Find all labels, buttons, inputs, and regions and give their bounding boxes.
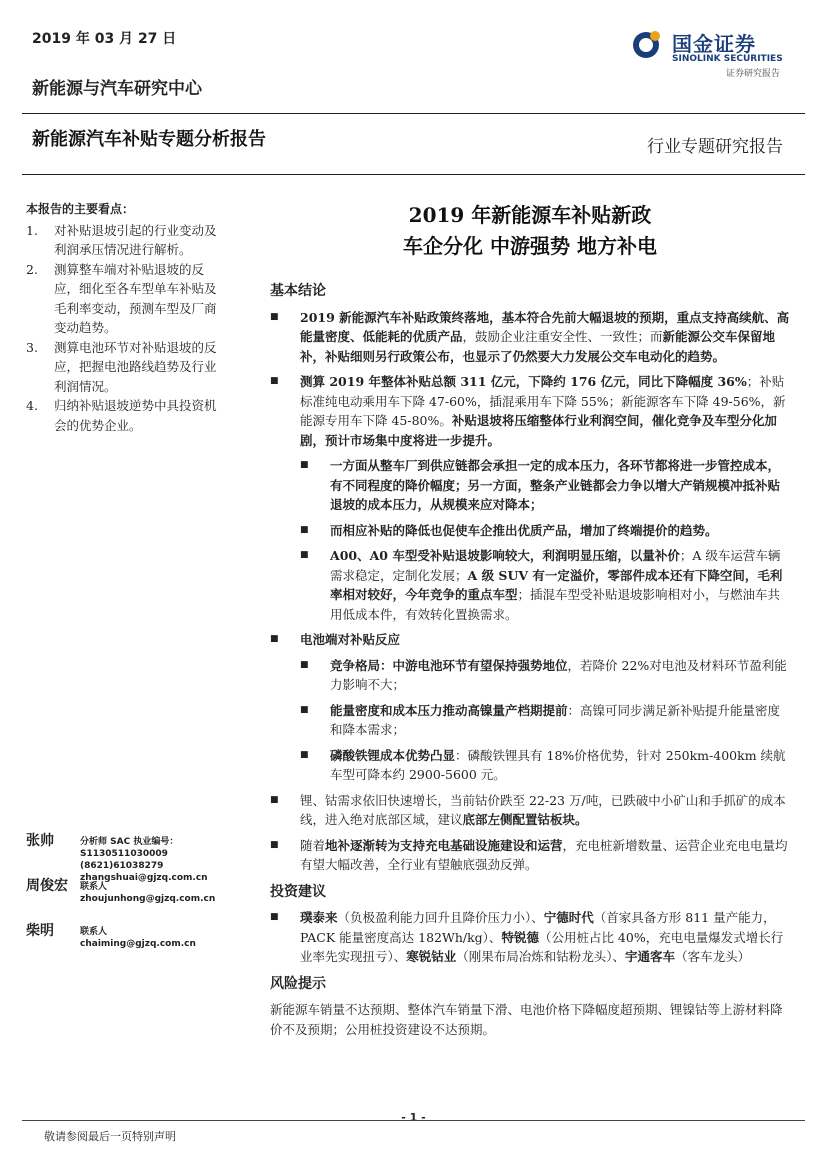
analyst-email[interactable]: zhoujunhong@gjzq.com.cn: [80, 894, 216, 904]
bullet-text: ；补贴标准纯电动乘用车下降 47-60%，插混乘用车下降 55%；新能源客车下降 49-56%，新能源专用车下降 45-80%。: [300, 374, 786, 428]
analyst-role: 联系人: [80, 882, 108, 892]
bullet-text: （负极盈利能力回升且降价压力小）、: [337, 910, 544, 925]
bullet-item: [270, 372, 790, 450]
bullet-text: （客车龙头）: [675, 949, 751, 964]
section-heading-conclusions: 基本结论: [270, 283, 326, 299]
headline-line-1: 2019 年新能源车补贴新政: [408, 203, 652, 227]
bullet-text: ；插混车型受补贴退坡影响相对小，与燃油车共用低成本件，有效转化置换需求。: [330, 587, 781, 622]
key-point-text: 测算整车端对补贴退坡的反应，细化至各车型单车补贴及毛利率变动，预测车型及厂商变动趋势。: [54, 261, 217, 335]
key-point-text: 归纳补贴退坡逆势中具投资机会的优势企业。: [54, 398, 217, 433]
key-point-text: 测算电池环节对补贴退坡的反应，把握电池路线趋势及行业利润情况。: [54, 339, 217, 394]
key-point-item: [26, 396, 226, 435]
bullet-bold-text: 新能源公交车保留地补，补贴细则另行政策公布，也显示了仍然要大力发展公交车电动化的趋势。: [300, 329, 776, 364]
key-points-sidebar: [26, 200, 226, 435]
sub-bullet-item: [300, 746, 790, 785]
bullet-text: ；A 级车运营车辆需求稳定，定制化发展；: [330, 548, 781, 583]
square-bullet-icon: ■: [300, 749, 309, 760]
bullet-text: 锂、钴需求依旧快速增长，当前钴价跌至 22-23 万/吨，已跌破中小矿山和手抓矿的成本线，进入绝对底部区域，建议: [300, 792, 786, 827]
bullet-item: [270, 908, 790, 967]
bullet-bold-text: 磷酸铁锂成本优势凸显: [330, 747, 456, 763]
bullet-bold-text: 能量密度和成本压力推动高镍量产档期提前: [330, 702, 568, 718]
logo-text-en: SINOLINK SECURITIES: [672, 54, 783, 64]
square-bullet-icon: ■: [300, 704, 309, 715]
analyst-card: [26, 875, 236, 919]
bullet-text: （公用桩占比 40%，充电电量爆发式增长行业率先实现扭亏）、: [300, 929, 784, 964]
sub-bullet-item: [300, 521, 790, 541]
stock-name: 宁德时代: [543, 910, 594, 925]
square-bullet-icon: ■: [270, 311, 279, 322]
sub-bullet-item: [300, 701, 790, 740]
bullet-bold-text: 竞争格局：中游电池环节有望保持强势地位: [330, 657, 568, 673]
square-bullet-icon: ■: [270, 912, 279, 922]
bullet-item: [270, 791, 790, 830]
headline: [270, 200, 790, 262]
bullet-bold-text: 地补逐渐转为支持充电基础设施建设和运营: [325, 837, 563, 853]
logo-subtitle: 证券研究报告: [726, 69, 781, 79]
stock-name: 宇通客车: [625, 949, 676, 964]
analyst-card: [26, 830, 236, 883]
report-date: 2019 年 03 月 27 日: [32, 31, 177, 47]
square-bullet-icon: ■: [270, 376, 279, 386]
title-divider: [22, 174, 805, 175]
square-bullet-icon: ■: [300, 550, 309, 560]
key-point-item: [26, 338, 226, 397]
bullet-item: [270, 836, 790, 875]
analyst-list: [26, 830, 236, 965]
main-content: [270, 200, 790, 1039]
bullet-bold-text: 2019 新能源汽车补贴政策终落地，基本符合先前大幅退坡的预期，重点支持高续航、高能量密度、低能耗的优质产品: [300, 309, 790, 344]
section-heading-investment: 投资建议: [270, 883, 326, 900]
analyst-email[interactable]: zhangshuai@gjzq.com.cn: [80, 873, 208, 883]
bullet-text: ：高镍可同步满足新补贴提升能量密度和降本需求；: [330, 702, 781, 737]
logo-text-cn: 国金证券: [672, 32, 756, 56]
analyst-role: 联系人: [80, 927, 108, 937]
stock-name: 璞泰来: [300, 910, 338, 925]
bullet-bold-text: 补贴退坡将压缩整体行业利润空间，催化竞争及车型分化加剧，预计市场集中度将进一步提升。: [300, 413, 777, 448]
key-points-heading: 本报告的主要看点：: [26, 202, 135, 216]
bullet-text: （首家具备方形 811 量产能力，PACK 能量密度高达 182Wh/kg）、: [300, 910, 776, 945]
bullet-bold-text: 一方面从整车厂到供应链都会承担一定的成本压力，各环节都将进一步管控成本，有不同程度的降价幅度；另一方面，整条产业链都会力争以增大产销规模冲抵补贴退坡的成本压力，从规模来应对降本；: [330, 458, 781, 512]
square-bullet-icon: ■: [270, 794, 279, 805]
bullet-text: ，鼓励企业注重安全性、一致性；而: [462, 329, 663, 344]
bullet-text: ，若降价 22%对电池及材料环节盈利能力影响不大；: [330, 657, 787, 692]
analyst-card: [26, 920, 236, 964]
square-bullet-icon: ■: [270, 634, 279, 644]
header-divider: [22, 113, 805, 114]
analyst-sac-id: 分析师 SAC 执业编号：S1130511030009: [80, 837, 179, 859]
key-point-text: 对补贴退坡引起的行业变动及利润承压情况进行解析。: [54, 222, 217, 257]
headline-line-2: 车企分化 中游强势 地方补电: [403, 234, 657, 258]
bullet-item: [270, 630, 790, 650]
stock-name: 特锐德: [501, 929, 539, 945]
footer-divider: [22, 1120, 805, 1121]
key-point-item: [26, 221, 226, 260]
key-point-number: 1.: [26, 222, 38, 238]
analyst-name: 柴明: [26, 923, 54, 939]
stock-name: 寒锐钴业: [406, 949, 457, 964]
square-bullet-icon: ■: [270, 839, 279, 850]
square-bullet-icon: ■: [300, 659, 309, 670]
footer-disclaimer-note: 敬请参阅最后一页特别声明: [44, 1130, 176, 1143]
bullet-bold-text: A00、A0 车型受补贴退坡影响较大，利润明显压缩，以量补价: [330, 548, 680, 563]
analyst-name: 周俊宏: [26, 878, 68, 894]
bullet-bold-text: 而相应补贴的降低也促使车企推出优质产品，增加了终端提价的趋势。: [330, 522, 718, 538]
key-point-number: 2.: [26, 261, 38, 277]
section-heading-risk: 风险提示: [270, 975, 326, 992]
bullet-bold-text: 电池端对补贴反应: [300, 632, 401, 647]
bullet-text: 随着: [300, 837, 326, 853]
square-bullet-icon: ■: [300, 524, 309, 535]
sub-bullet-item: [300, 656, 790, 695]
sub-bullet-item: [300, 456, 790, 515]
square-bullet-icon: ■: [300, 460, 309, 470]
bullet-text: ：磷酸铁锂具有 18%价格优势，针对 250km-400km 续航车型可降本约 2900-5600 元。: [330, 747, 786, 782]
sinolink-logo-icon: [632, 28, 664, 60]
sub-bullet-item: [300, 546, 790, 624]
key-point-item: [26, 260, 226, 338]
bullet-bold-text: 测算 2019 年整体补贴总额 311 亿元，下降约 176 亿元，同比下降幅度 36%: [300, 374, 747, 389]
analyst-email[interactable]: chaiming@gjzq.com.cn: [80, 939, 196, 949]
risk-text: 新能源车销量不达预期、整体汽车销量下滑、电池价格下降幅度超预期、锂镍钴等上游材料降价不及预期；公用桩投资建设不达预期。: [270, 1002, 783, 1037]
report-type: 行业专题研究报告: [647, 137, 783, 157]
key-point-number: 3.: [26, 339, 38, 355]
bullet-text: （刚果布局冶炼和钴粉龙头）、: [456, 949, 626, 964]
report-title: 新能源汽车补贴专题分析报告: [32, 129, 266, 150]
research-center-name: 新能源与汽车研究中心: [32, 79, 202, 99]
bullet-text: ，充电桩新增数量、运营企业充电电量均有望大幅改善，全行业有望触底强劲反弹。: [300, 837, 788, 872]
bullet-bold-text: A 级 SUV 有一定溢价，零部件成本还有下降空间，毛利率相对较好，今年竞争的重点车型: [330, 567, 783, 602]
key-point-number: 4.: [26, 398, 38, 413]
page-number: - 1 -: [401, 1111, 426, 1124]
analyst-phone: (8621)61038279: [80, 861, 164, 871]
analyst-name: 张帅: [26, 833, 54, 849]
bullet-item: [270, 308, 790, 367]
bullet-bold-text: 底部左侧配置钴板块。: [462, 812, 588, 827]
